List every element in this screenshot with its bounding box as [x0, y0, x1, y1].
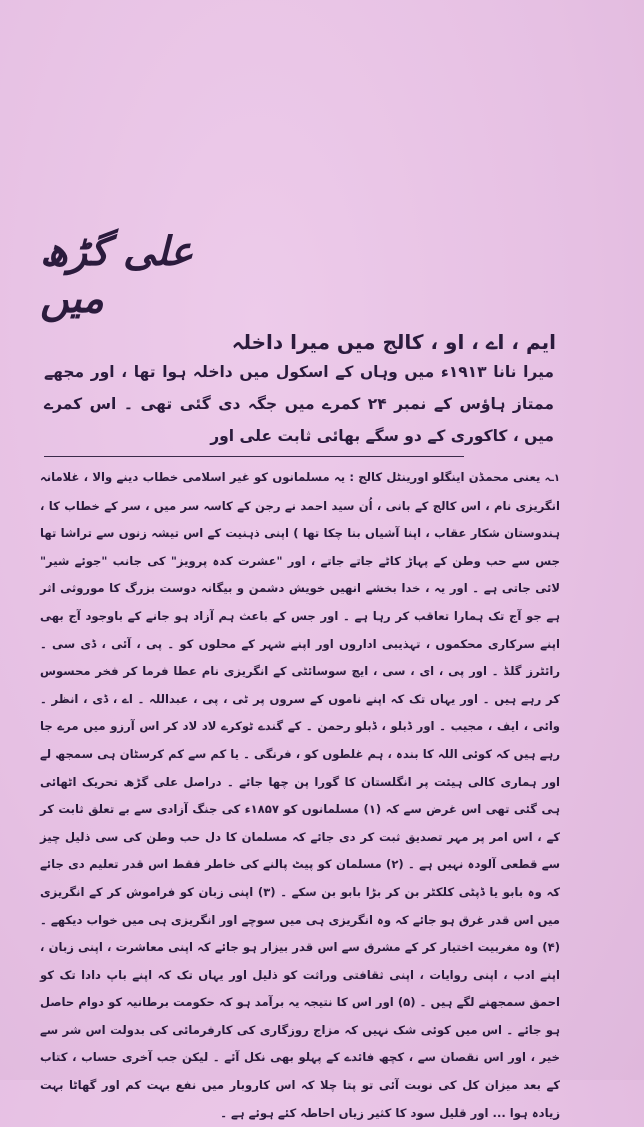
- chapter-title: علی گڑھ میں: [40, 228, 194, 322]
- footnote: [40, 464, 560, 1127]
- section-heading: ایم ، اے ، او ، کالج میں میرا داخلہ: [231, 330, 556, 354]
- body-paragraph: [44, 356, 554, 452]
- footnote-text: یعنی محمڈن اینگلو اورینٹل کالج : یہ مسلمانوں کو غیر اسلامی خطاب دینے والا ، غلامانہ انگریزی نام ، اس کالج کے بانی ، اُن سید احمد نے رجن کے کاسہ سر میں ، سر کے خطاب کا ، ہندوستان شکار عقاب ، اپنا آشیاں بنا چکا تھا ) اپنی ذہنیت کے اس تیشہ زنوں سے تراشا تھا جس سے حب وطن کے پہاڑ کاٹے جاتے جاتے ، اور "عشرت کدہ پرویز" کی جانب "جوئے شیر" لائی جاتی ہے ۔ اور یہ ، خدا بخشے انھیں خویش دشمن و بیگانہ دوست بزرگ کا موروثی اثر ہے جو آج تک ہمارا تعاقب کر رہا ہے ۔ اور جس کے باعث ہم آزاد ہو جانے کے باوجود آج بھی اپنے سرکاری محکموں ، تہذیبی اداروں اور اپنے شہر کے محلوں کو ۔ پی ، آئی ، ڈی سی ۔ رائٹرز گلڈ ۔ اور پی ، ای ، سی ، ایچ سوسائٹی کے انگریزی نام عطا فرما کر فخر محسوس کر رہے ہیں ۔ اور یہاں تک کہ اپنے ناموں کے سروں پر ٹی ، پی ، عبداللہ ۔ اے ، ڈی ، انظر ۔ وائی ، ایف ، مجیب ۔ اور ڈبلو ، ڈبلو رحمن ۔ کے گندے ٹوکرے لاد لاد کر اس آرزو میں مرے جا رہے ہیں کہ کوئی اللہ کا بندہ ، ہم غلطوں کو ، فرنگی ۔ یا کم سے کم کرسٹان ہی سمجھ لے اور ہماری کالی ہیئت پر انگلستان کا گورا پن چھا جائے ۔ دراصل علی گڑھ تحریک اٹھائی ہی گئی تھی اس غرض سے کہ (۱) مسلمانوں کو ۱۸۵۷ء کی جنگ آزادی سے بے تعلق ثابت کر کے ، اس امر پر مہر تصدیق ثبت کر دی جائے کہ مسلمان کا دل حب وطن کی سی ذلیل چیز سے قطعی آلودہ نہیں ہے ۔ (۲) مسلمان کو پیٹ پالنے کی خاطر فقط اس قدر تعلیم دی جائے کہ وہ بابو یا ڈپٹی کلکٹر بن کر بڑا بابو بن سکے ۔ (۳) اپنی زبان کو فراموش کر کے انگریزی میں اس قدر غرق ہو جائے کہ وہ انگریزی ہی میں سوچے اور انگریزی ہی میں خواب دیکھے ۔ (۴) وہ مغربیت اختیار کر کے مشرق سے اس قدر بیزار ہو جائے کہ اپنی معاشرت ، اپنی زبان ، اپنے ادب ، اپنی روایات ، اپنی ثقافتی وراثت کو ذلیل اور یہاں تک کہ اپنے باپ دادا تک کو احمق سمجھنے لگے ہیں ۔ (۵) اور اس کا نتیجہ یہ برآمد ہو کہ حکومت برطانیہ کو دوام حاصل ہو جائے ۔ اس میں کوئی شک نہیں کہ مزاج روزگاری کی کارفرمائی کی بدولت اس شر سے خیر ، اور اس نقصان سے ، کچھ فائدے کے پہلو بھی نکل آئے ۔ لیکن جب آخری حساب ، کتاب کے بعد میزان کل کی نوبت آئی تو پتا چلا کہ اس کاروبار میں نفع بہت کم اور گھاٹا بہت زیادہ ہوا ... اور قلیل سود کا کثیر زیاں احاطہ کئے ہوئے ہے ۔: [40, 470, 560, 1120]
- footnote-divider: [44, 456, 464, 457]
- footnote-marker: ۱ـہ: [544, 473, 560, 484]
- footnote-paragraph: [40, 464, 560, 1127]
- body-paragraph-text: میرا نانا ۱۹۱۳ء میں وہاں کے اسکول میں داخلہ ہوا تھا ، اور مجھے ممتاز ہاؤس کے نمبر ۲۴ کمرے میں جگہ دی گئی تھی ۔ اس کمرے میں ، کاکوری کے دو سگے بھائی ثابت علی اور: [44, 363, 554, 445]
